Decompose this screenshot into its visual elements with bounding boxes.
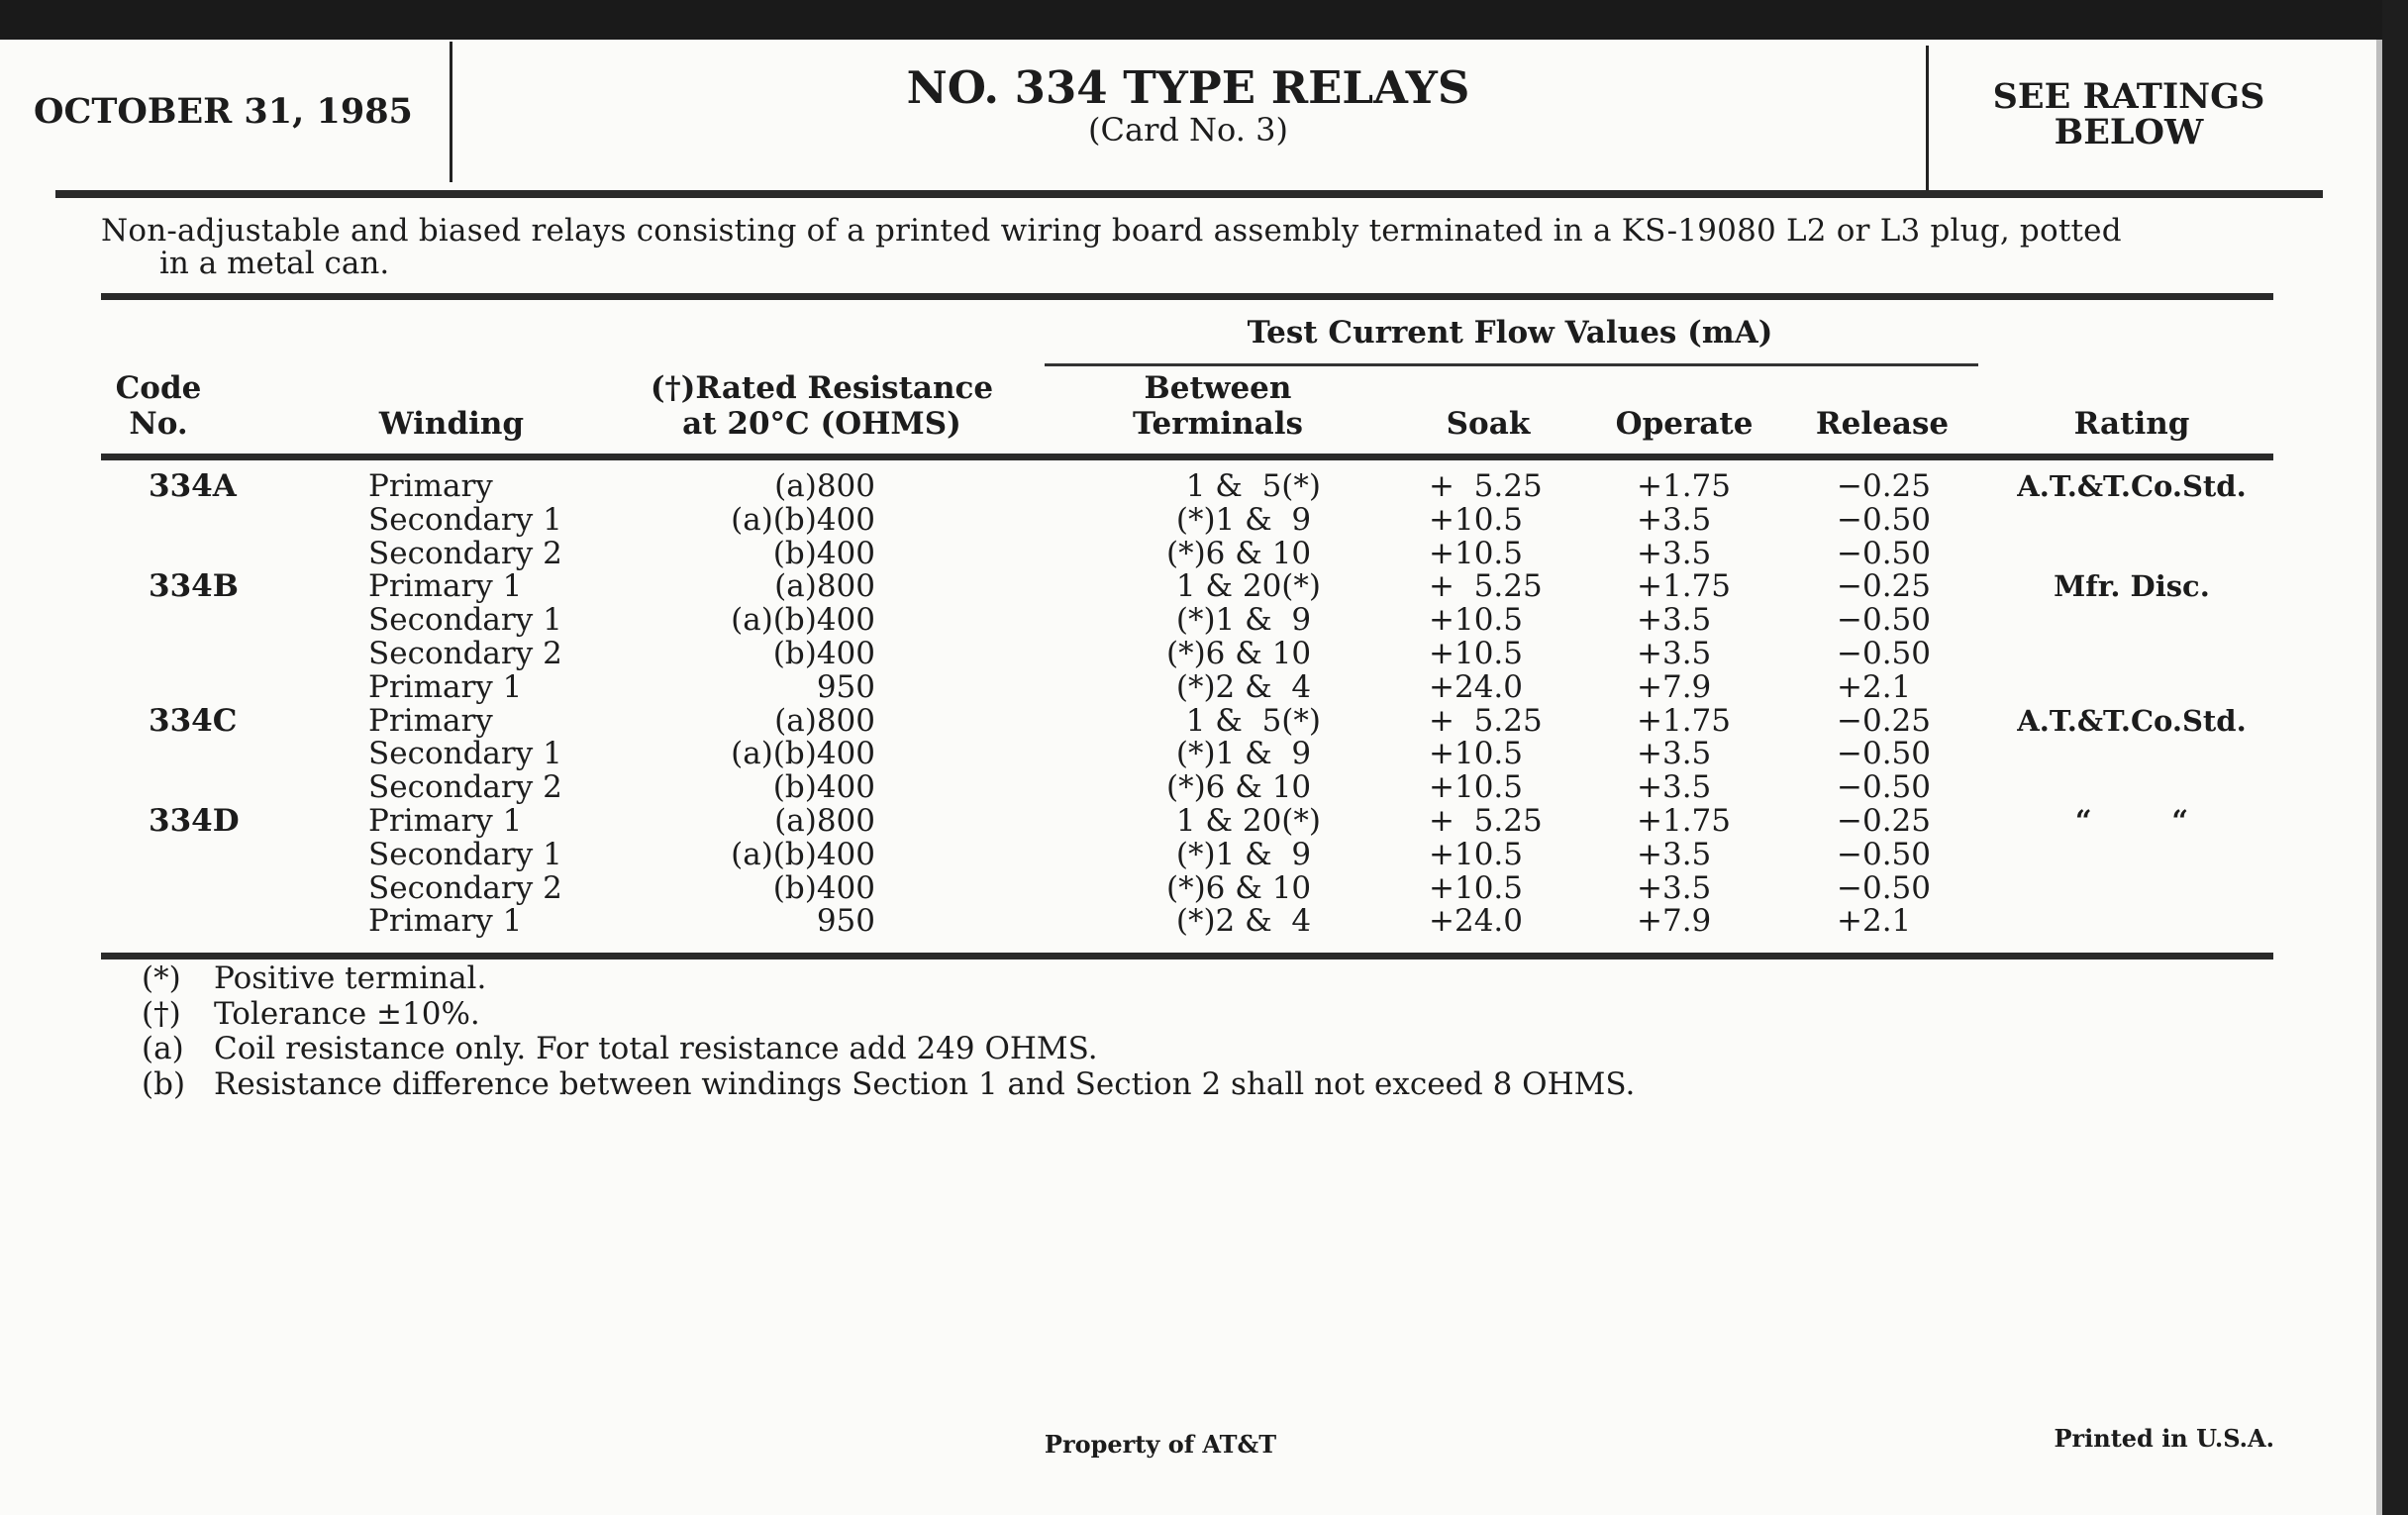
cell-rating: Mfr. Disc.: [2054, 569, 2210, 604]
cell-code: 334D: [149, 803, 240, 839]
cell-operate: +3.5: [1637, 501, 1712, 538]
table-header-rule: [101, 454, 2273, 460]
footnote-mark: (a): [142, 1031, 184, 1067]
footnote-text: Coil resistance only. For total resistance add 249 OHMS.: [214, 1031, 1098, 1067]
cell-soak: + 5.25: [1429, 568, 1543, 605]
col-header-winding: Winding: [378, 406, 525, 442]
property-notice: Property of AT&T: [1044, 1430, 1277, 1459]
cell-winding: Secondary 1: [368, 736, 562, 772]
cell-code: 334A: [149, 468, 237, 504]
cell-release: −0.50: [1837, 736, 1931, 772]
card-date: OCTOBER 31, 1985: [34, 91, 413, 132]
cell-resistance: 950: [816, 903, 875, 940]
description-rule: [101, 293, 2273, 300]
cell-terminals: 1 & 20(*): [1175, 803, 1321, 839]
cell-winding: Secondary 2: [368, 769, 562, 806]
cell-rating: “ “: [2074, 804, 2189, 838]
col-header-code-line1: Code: [115, 370, 202, 406]
cell-release: −0.50: [1837, 602, 1931, 639]
cell-terminals: (*)1 & 9: [1175, 836, 1321, 872]
test-current-header: Test Current Flow Values (mA): [1247, 315, 1773, 351]
cell-operate: +3.5: [1637, 769, 1712, 806]
cell-rating: A.T.&T.Co.Std.: [2017, 469, 2247, 503]
cell-winding: Secondary 2: [368, 636, 562, 671]
col-header-resistance-line1: (†)Rated Resistance: [650, 370, 994, 406]
footnote-mark: (†): [142, 995, 181, 1032]
cell-terminals: 1 & 20(*): [1175, 568, 1321, 605]
cell-operate: +7.9: [1637, 903, 1712, 940]
cell-release: +2.1: [1837, 903, 1912, 940]
cell-terminals: (*)6 & 10: [1165, 636, 1321, 671]
cell-terminals: (*)6 & 10: [1165, 535, 1321, 571]
col-header-resistance-line2: at 20°C (OHMS): [682, 406, 961, 442]
cell-terminals: (*)2 & 4: [1175, 668, 1321, 705]
cell-release: +2.1: [1837, 668, 1912, 705]
cell-release: −0.50: [1837, 769, 1931, 806]
cell-operate: +7.9: [1637, 668, 1712, 705]
cell-release: −0.50: [1837, 535, 1931, 571]
scan-top-border: [0, 0, 2408, 40]
cell-resistance: (b)400: [772, 869, 875, 906]
card-edge: [2376, 40, 2382, 1515]
cell-winding: Secondary 1: [368, 501, 562, 538]
footnote-mark: (b): [142, 1065, 186, 1102]
cell-release: −0.50: [1837, 501, 1931, 538]
cell-soak: +10.5: [1429, 602, 1523, 639]
ratings-note-line1: SEE RATINGS: [1992, 76, 2265, 117]
cell-terminals: (*)6 & 10: [1165, 769, 1321, 806]
cell-terminals: 1 & 5(*): [1185, 702, 1321, 739]
cell-winding: Primary 1: [368, 903, 523, 940]
cell-winding: Primary: [368, 702, 493, 739]
cell-winding: Primary 1: [368, 668, 523, 705]
cell-winding: Primary: [368, 468, 493, 504]
cell-terminals: (*)2 & 4: [1175, 903, 1321, 940]
cell-resistance: (a)(b)400: [731, 501, 875, 538]
cell-terminals: 1 & 5(*): [1185, 468, 1321, 504]
cell-resistance: (a)800: [774, 568, 875, 605]
cell-terminals: (*)1 & 9: [1175, 501, 1321, 538]
cell-soak: +10.5: [1429, 636, 1523, 671]
cell-resistance: (b)400: [772, 636, 875, 671]
footnote-text: Positive terminal.: [214, 960, 487, 996]
cell-release: −0.25: [1837, 702, 1931, 739]
cell-operate: +1.75: [1637, 702, 1731, 739]
cell-terminals: (*)1 & 9: [1175, 736, 1321, 772]
cell-winding: Secondary 1: [368, 602, 562, 639]
cell-release: −0.50: [1837, 636, 1931, 671]
cell-release: −0.50: [1837, 836, 1931, 872]
cell-resistance: (a)(b)400: [731, 836, 875, 872]
col-header-operate: Operate: [1615, 406, 1754, 442]
ratings-note: [1960, 76, 2297, 152]
page-subtitle: (Card No. 3): [1088, 111, 1288, 149]
description-line1: Non-adjustable and biased relays consisting of a printed wiring board assembly terminated in a KS-19080 L2 or L3 plug, potted: [101, 213, 2122, 249]
col-header-terminals-line1: Between: [1144, 370, 1292, 406]
description-line2: in a metal can.: [159, 246, 390, 281]
ratings-note-line2: BELOW: [2054, 112, 2204, 152]
cell-winding: Secondary 1: [368, 836, 562, 872]
col-header-rating: Rating: [2073, 406, 2190, 442]
col-header-release: Release: [1815, 406, 1950, 442]
cell-resistance: (a)800: [774, 468, 875, 504]
cell-soak: +10.5: [1429, 769, 1523, 806]
cell-release: −0.25: [1837, 803, 1931, 839]
cell-operate: +3.5: [1637, 736, 1712, 772]
cell-release: −0.25: [1837, 468, 1931, 504]
cell-soak: + 5.25: [1429, 702, 1543, 739]
cell-resistance: 950: [816, 668, 875, 705]
scan-right-border: [2382, 0, 2408, 1515]
footnote-text: Resistance difference between windings Section 1 and Section 2 shall not exceed 8 OHMS.: [214, 1065, 1636, 1102]
cell-winding: Secondary 2: [368, 535, 562, 571]
cell-soak: +10.5: [1429, 869, 1523, 906]
cell-operate: +3.5: [1637, 636, 1712, 671]
cell-operate: +3.5: [1637, 836, 1712, 872]
cell-resistance: (a)800: [774, 702, 875, 739]
cell-terminals: (*)6 & 10: [1165, 869, 1321, 906]
cell-soak: + 5.25: [1429, 468, 1543, 504]
table-bottom-rule: [101, 953, 2273, 960]
cell-winding: Primary 1: [368, 568, 523, 605]
cell-winding: Secondary 2: [368, 869, 562, 906]
header-rule: [55, 190, 2323, 198]
group-header-rule: [1045, 363, 1978, 366]
cell-code: 334B: [149, 568, 239, 605]
cell-release: −0.25: [1837, 568, 1931, 605]
header-divider-left: [450, 42, 452, 182]
cell-resistance: (a)800: [774, 803, 875, 839]
cell-operate: +1.75: [1637, 803, 1731, 839]
cell-release: −0.50: [1837, 869, 1931, 906]
col-header-code: [99, 370, 218, 442]
cell-winding: Primary 1: [368, 803, 523, 839]
cell-soak: +10.5: [1429, 535, 1523, 571]
cell-soak: +24.0: [1429, 903, 1523, 940]
cell-operate: +3.5: [1637, 869, 1712, 906]
cell-operate: +1.75: [1637, 568, 1731, 605]
cell-operate: +3.5: [1637, 535, 1712, 571]
cell-code: 334C: [149, 702, 238, 739]
col-header-terminals: [1069, 370, 1366, 442]
page-title: NO. 334 TYPE RELAYS: [906, 61, 1470, 114]
cell-resistance: (b)400: [772, 535, 875, 571]
col-header-resistance: [624, 370, 1020, 442]
cell-resistance: (a)(b)400: [731, 602, 875, 639]
cell-resistance: (a)(b)400: [731, 736, 875, 772]
col-header-soak: Soak: [1446, 406, 1531, 442]
cell-operate: +1.75: [1637, 468, 1731, 504]
cell-soak: +10.5: [1429, 736, 1523, 772]
printed-notice: Printed in U.S.A.: [2054, 1424, 2274, 1453]
cell-soak: +10.5: [1429, 501, 1523, 538]
col-header-terminals-line2: Terminals: [1133, 406, 1303, 442]
cell-operate: +3.5: [1637, 602, 1712, 639]
cell-soak: +10.5: [1429, 836, 1523, 872]
footnote-text: Tolerance ±10%.: [214, 995, 480, 1032]
cell-terminals: (*)1 & 9: [1175, 602, 1321, 639]
cell-rating: A.T.&T.Co.Std.: [2017, 703, 2247, 738]
cell-soak: +24.0: [1429, 668, 1523, 705]
header-divider-right: [1926, 46, 1929, 192]
footnote-mark: (*): [142, 960, 181, 996]
cell-resistance: (b)400: [772, 769, 875, 806]
col-header-code-line2: No.: [129, 406, 188, 442]
cell-soak: + 5.25: [1429, 803, 1543, 839]
